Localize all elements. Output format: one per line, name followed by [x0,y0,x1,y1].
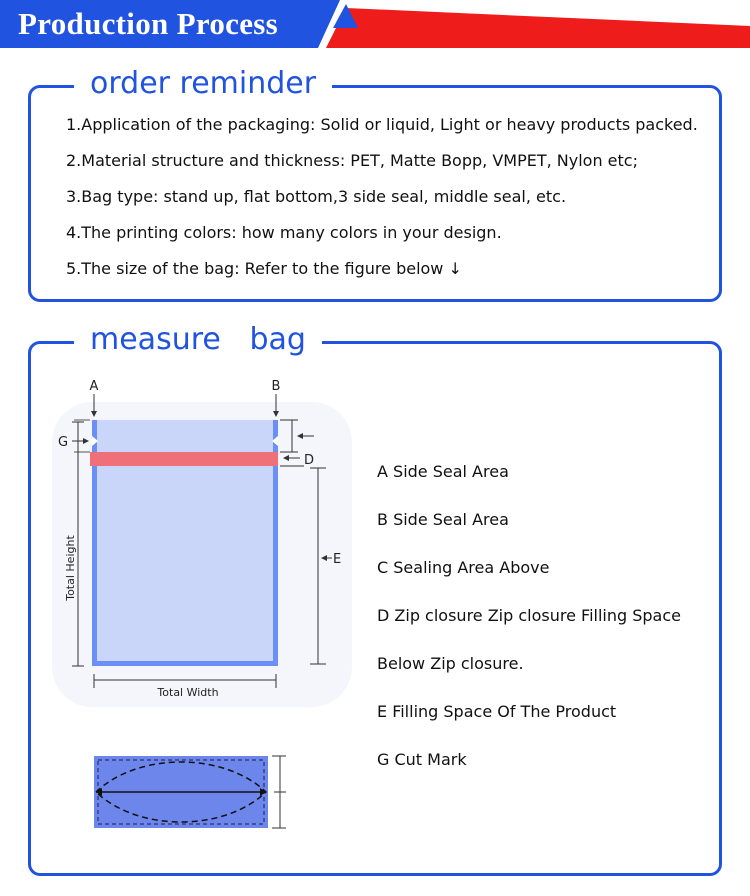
label-d: D [304,453,315,468]
bottom-seal [92,661,278,666]
bag-side-view-diagram [88,750,308,840]
page-title: Production Process [18,6,278,41]
measure-legend [377,460,681,796]
total-width-label: Total Width [157,686,219,699]
total-height-label: Total Height [64,535,77,601]
label-b: B [271,379,281,394]
reminder-item-bag-size: 5.The size of the bag: Refer to the figure below ↓ [66,259,462,278]
zip-closure-band [90,452,278,466]
header-banner [0,0,750,50]
order-reminder-title: order reminder [74,66,332,102]
header-red-band [326,8,750,48]
label-a: A [89,379,99,394]
reminder-item-bag-type: 3.Bag type: stand up, flat bottom,3 side seal, middle seal, etc. [66,187,567,206]
legend-item-e: E Filling Space Of The Product [377,702,617,721]
legend-item-d: D Zip closure Zip closure Filling Space [377,606,681,625]
legend-item-g: G Cut Mark [377,750,467,769]
legend-item-a: A Side Seal Area [377,462,509,481]
legend-item-b: B Side Seal Area [377,510,509,529]
reminder-item-printing-colors: 4.The printing colors: how many colors in your design. [66,223,502,242]
legend-item-c: C Sealing Area Above [377,558,550,577]
order-reminder-list [66,114,698,294]
legend-item-d-continued: Below Zip closure. [377,654,524,673]
bag-measurement-diagram [48,372,358,712]
reminder-item-application: 1.Application of the packaging: Solid or liquid, Light or heavy products packed. [66,115,698,134]
measure-bag-title: measure bag [74,322,322,358]
reminder-item-material: 2.Material structure and thickness: PET, Matte Bopp, VMPET, Nylon etc; [66,151,638,170]
label-g: G [58,435,69,450]
label-e: E [333,552,342,567]
